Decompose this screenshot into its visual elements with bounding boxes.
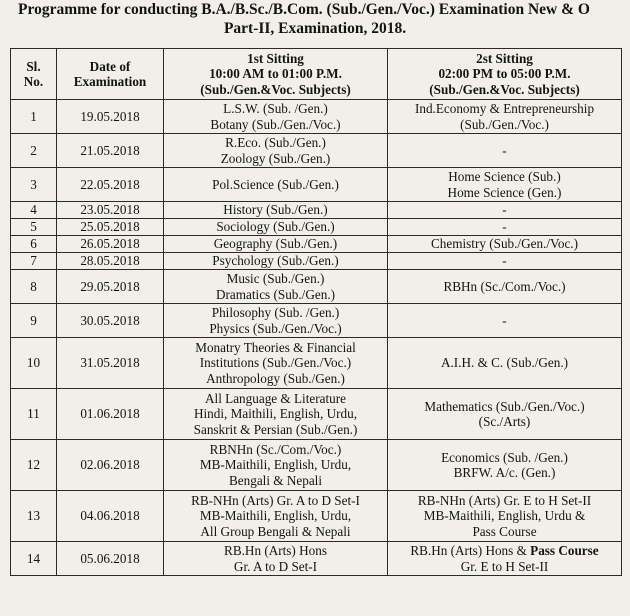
sl-cell: 9 — [11, 304, 57, 338]
date-cell: 30.05.2018 — [57, 304, 164, 338]
header-second-sitting: 2st Sitting 02:00 PM to 05:00 P.M. (Sub./Gen.&Voc. Subjects) — [388, 49, 622, 100]
second-sitting-cell: - — [388, 134, 622, 168]
exam-schedule-table — [10, 48, 622, 576]
date-cell: 25.05.2018 — [57, 219, 164, 236]
sl-cell: 14 — [11, 542, 57, 576]
date-cell: 04.06.2018 — [57, 491, 164, 542]
table-row — [11, 491, 622, 542]
date-cell: 19.05.2018 — [57, 100, 164, 134]
table-row — [11, 304, 622, 338]
date-cell: 05.06.2018 — [57, 542, 164, 576]
table-row — [11, 270, 622, 304]
table-row — [11, 134, 622, 168]
sl-cell: 1 — [11, 100, 57, 134]
first-sitting-cell: Sociology (Sub./Gen.) — [164, 219, 388, 236]
first-sitting-cell: Geography (Sub./Gen.) — [164, 236, 388, 253]
second-sitting-cell: - — [388, 219, 622, 236]
table-row — [11, 389, 622, 440]
second-sitting-cell: Mathematics (Sub./Gen./Voc.) (Sc./Arts) — [388, 389, 622, 440]
header-row — [11, 49, 622, 100]
title-line-1: Programme for conducting B.A./B.Sc./B.Com. (Sub./Gen./Voc.) Examination New & O — [18, 1, 590, 18]
second-sitting-cell: Home Science (Sub.) Home Science (Gen.) — [388, 168, 622, 202]
page-title — [0, 0, 630, 38]
date-cell: 23.05.2018 — [57, 202, 164, 219]
second-sitting-cell: Economics (Sub. /Gen.) BRFW. A/c. (Gen.) — [388, 440, 622, 491]
header-sl-no: Sl. No. — [11, 49, 57, 100]
second-sitting-cell: - — [388, 304, 622, 338]
date-cell: 02.06.2018 — [57, 440, 164, 491]
table-row — [11, 253, 622, 270]
first-sitting-cell: Music (Sub./Gen.) Dramatics (Sub./Gen.) — [164, 270, 388, 304]
first-sitting-cell: RBNHn (Sc./Com./Voc.) MB-Maithili, English, Urdu, Bengali & Nepali — [164, 440, 388, 491]
sl-cell: 8 — [11, 270, 57, 304]
table-row — [11, 338, 622, 389]
second-sitting-cell: Ind.Economy & Entrepreneurship (Sub./Gen./Voc.) — [388, 100, 622, 134]
sl-cell: 3 — [11, 168, 57, 202]
header-first-sitting: 1st Sitting 10:00 AM to 01:00 P.M. (Sub./Gen.&Voc. Subjects) — [164, 49, 388, 100]
first-sitting-cell: Pol.Science (Sub./Gen.) — [164, 168, 388, 202]
first-sitting-cell: Monatry Theories & Financial Institutions (Sub./Gen./Voc.) Anthropology (Sub./Gen.) — [164, 338, 388, 389]
date-cell: 21.05.2018 — [57, 134, 164, 168]
sl-cell: 4 — [11, 202, 57, 219]
sl-cell: 6 — [11, 236, 57, 253]
second-sitting-cell: A.I.H. & C. (Sub./Gen.) — [388, 338, 622, 389]
second-sitting-cell: RB-NHn (Arts) Gr. E to H Set-II MB-Maithili, English, Urdu & Pass Course — [388, 491, 622, 542]
sl-cell: 12 — [11, 440, 57, 491]
date-cell: 28.05.2018 — [57, 253, 164, 270]
date-cell: 26.05.2018 — [57, 236, 164, 253]
sl-cell: 11 — [11, 389, 57, 440]
first-sitting-cell: History (Sub./Gen.) — [164, 202, 388, 219]
sl-cell: 13 — [11, 491, 57, 542]
sl-cell: 10 — [11, 338, 57, 389]
sl-cell: 2 — [11, 134, 57, 168]
table-row — [11, 542, 622, 576]
first-sitting-cell: L.S.W. (Sub. /Gen.) Botany (Sub./Gen./Voc.) — [164, 100, 388, 134]
first-sitting-cell: R.Eco. (Sub./Gen.) Zoology (Sub./Gen.) — [164, 134, 388, 168]
date-cell: 01.06.2018 — [57, 389, 164, 440]
second-sitting-cell: RB.Hn (Arts) Hons & Pass Course Gr. E to H Set-II — [388, 542, 622, 576]
table-row — [11, 100, 622, 134]
second-sitting-cell: - — [388, 253, 622, 270]
first-sitting-cell: Psychology (Sub./Gen.) — [164, 253, 388, 270]
date-cell: 31.05.2018 — [57, 338, 164, 389]
sl-cell: 7 — [11, 253, 57, 270]
table-row — [11, 168, 622, 202]
table-row — [11, 202, 622, 219]
table-row — [11, 219, 622, 236]
sl-cell: 5 — [11, 219, 57, 236]
second-sitting-cell: - — [388, 202, 622, 219]
first-sitting-cell: Philosophy (Sub. /Gen.) Physics (Sub./Gen./Voc.) — [164, 304, 388, 338]
first-sitting-cell: RB-NHn (Arts) Gr. A to D Set-I MB-Maithili, English, Urdu, All Group Bengali & Nepali — [164, 491, 388, 542]
first-sitting-cell: RB.Hn (Arts) Hons Gr. A to D Set-I — [164, 542, 388, 576]
table-row — [11, 236, 622, 253]
second-sitting-cell: RBHn (Sc./Com./Voc.) — [388, 270, 622, 304]
first-sitting-cell: All Language & Literature Hindi, Maithili, English, Urdu, Sanskrit & Persian (Sub./Gen.) — [164, 389, 388, 440]
second-sitting-cell: Chemistry (Sub./Gen./Voc.) — [388, 236, 622, 253]
header-date: Date of Examination — [57, 49, 164, 100]
title-line-2: Part-II, Examination, 2018. — [223, 20, 407, 37]
table-row — [11, 440, 622, 491]
date-cell: 22.05.2018 — [57, 168, 164, 202]
date-cell: 29.05.2018 — [57, 270, 164, 304]
